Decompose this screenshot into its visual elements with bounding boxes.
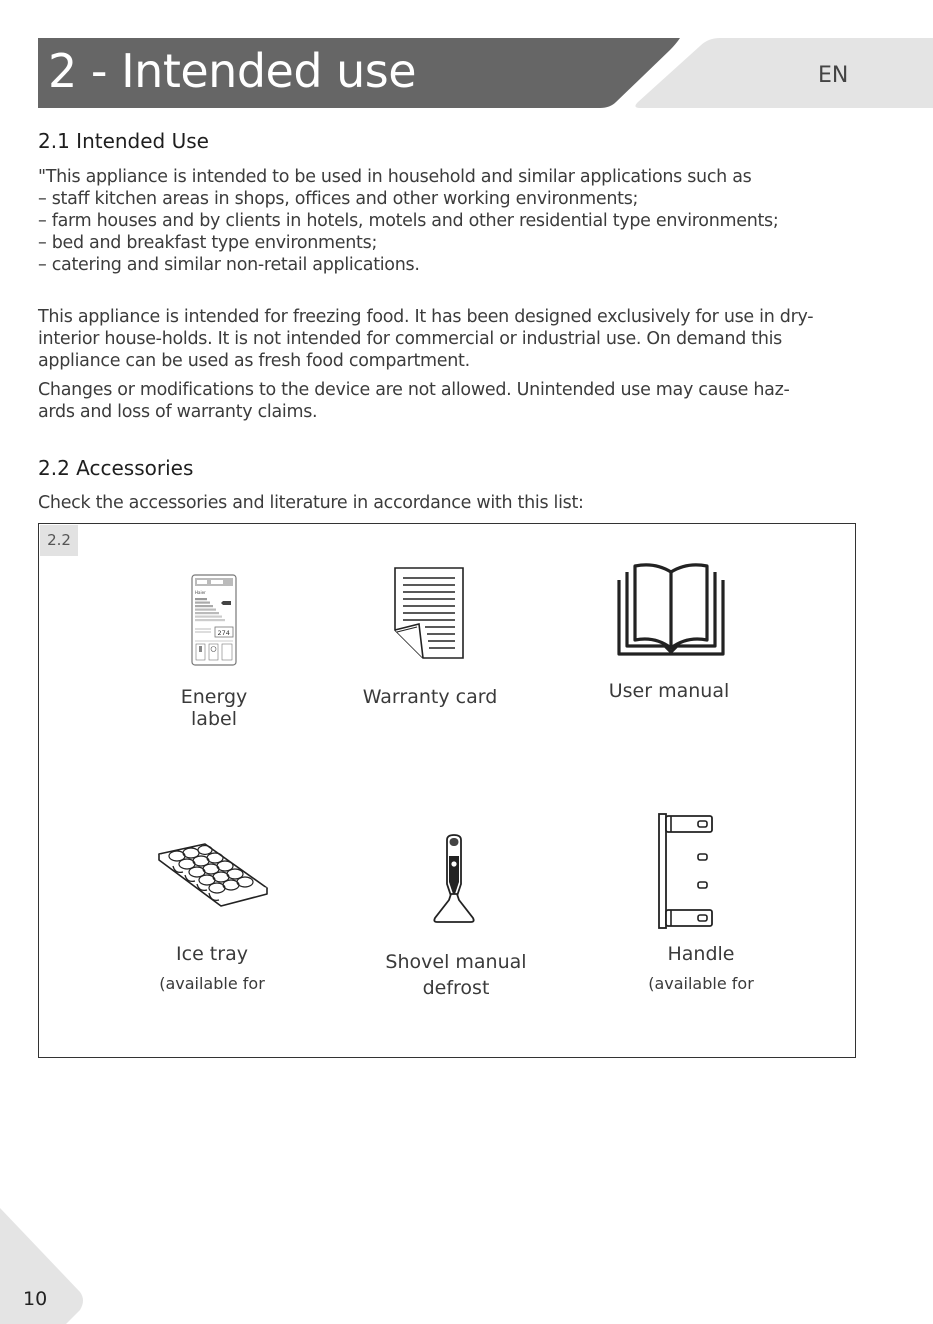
accessories-figure bbox=[38, 523, 856, 1058]
intro-line: "This appliance is intended to be used in household and similar applications such as bbox=[38, 167, 752, 187]
shovel-icon bbox=[431, 834, 477, 926]
label-line: Energy bbox=[180, 686, 248, 708]
list-item: – farm houses and by clients in hotels, motels and other residential type environments; bbox=[38, 211, 779, 231]
accessory-label bbox=[631, 943, 771, 965]
svg-text:Haier: Haier bbox=[195, 590, 206, 595]
accessories-intro: Check the accessories and literature in accordance with this list: bbox=[38, 493, 584, 513]
header-bar bbox=[0, 0, 933, 120]
section-heading-intended-use: 2.1 Intended Use bbox=[38, 129, 209, 153]
accessory-warranty-card bbox=[393, 566, 467, 666]
label-line: label bbox=[191, 708, 237, 730]
accessory-note: (available for bbox=[648, 974, 754, 993]
paragraph-line: ards and loss of warranty claims. bbox=[38, 402, 318, 422]
accessory-note: (available for bbox=[159, 974, 265, 993]
page-number: 10 bbox=[23, 1288, 48, 1310]
handle-icon bbox=[657, 812, 717, 930]
modifications-paragraph bbox=[38, 379, 868, 423]
figure-tag: 2.2 bbox=[40, 525, 78, 556]
section-heading-accessories: 2.2 Accessories bbox=[38, 456, 194, 480]
list-item: – staff kitchen areas in shops, offices and other working environments; bbox=[38, 189, 639, 209]
label-line: User manual bbox=[608, 680, 730, 702]
freezing-food-paragraph bbox=[38, 306, 868, 372]
paragraph-line: Changes or modifications to the device are not allowed. Unintended use may cause haz- bbox=[38, 380, 790, 400]
warranty-card-icon bbox=[393, 566, 467, 662]
language-tab bbox=[635, 38, 933, 108]
page-title: 2 - Intended use bbox=[48, 44, 417, 98]
accessory-user-manual bbox=[615, 562, 727, 662]
accessory-handle bbox=[657, 812, 717, 934]
accessory-energy-label bbox=[191, 574, 237, 670]
label-line: Warranty card bbox=[362, 686, 498, 708]
accessory-shovel bbox=[431, 834, 477, 930]
language-code: EN bbox=[818, 63, 849, 88]
accessory-label bbox=[154, 686, 274, 730]
label-line: Handle bbox=[667, 943, 735, 965]
label-line: defrost bbox=[422, 977, 490, 999]
energy-label-icon bbox=[191, 574, 237, 666]
accessory-ice-tray bbox=[155, 842, 271, 920]
label-line: Shovel manual bbox=[385, 951, 527, 973]
energy-value: 274 bbox=[217, 629, 230, 637]
accessory-label bbox=[376, 951, 536, 999]
label-line: Ice tray bbox=[176, 943, 248, 965]
book-icon bbox=[615, 562, 727, 658]
paragraph-line: interior house-holds. It is not intended for commercial or industrial use. On demand this bbox=[38, 329, 783, 349]
accessory-label bbox=[350, 686, 510, 708]
accessory-label bbox=[152, 943, 272, 965]
ice-tray-icon bbox=[155, 842, 271, 916]
list-item: – bed and breakfast type environments; bbox=[38, 233, 378, 253]
list-item: – catering and similar non-retail applications. bbox=[38, 255, 420, 275]
accessory-label bbox=[591, 680, 747, 702]
intended-use-list bbox=[38, 166, 868, 276]
paragraph-line: This appliance is intended for freezing food. It has been designed exclusively for use in dry- bbox=[38, 307, 814, 327]
paragraph-line: appliance can be used as fresh food compartment. bbox=[38, 351, 470, 371]
